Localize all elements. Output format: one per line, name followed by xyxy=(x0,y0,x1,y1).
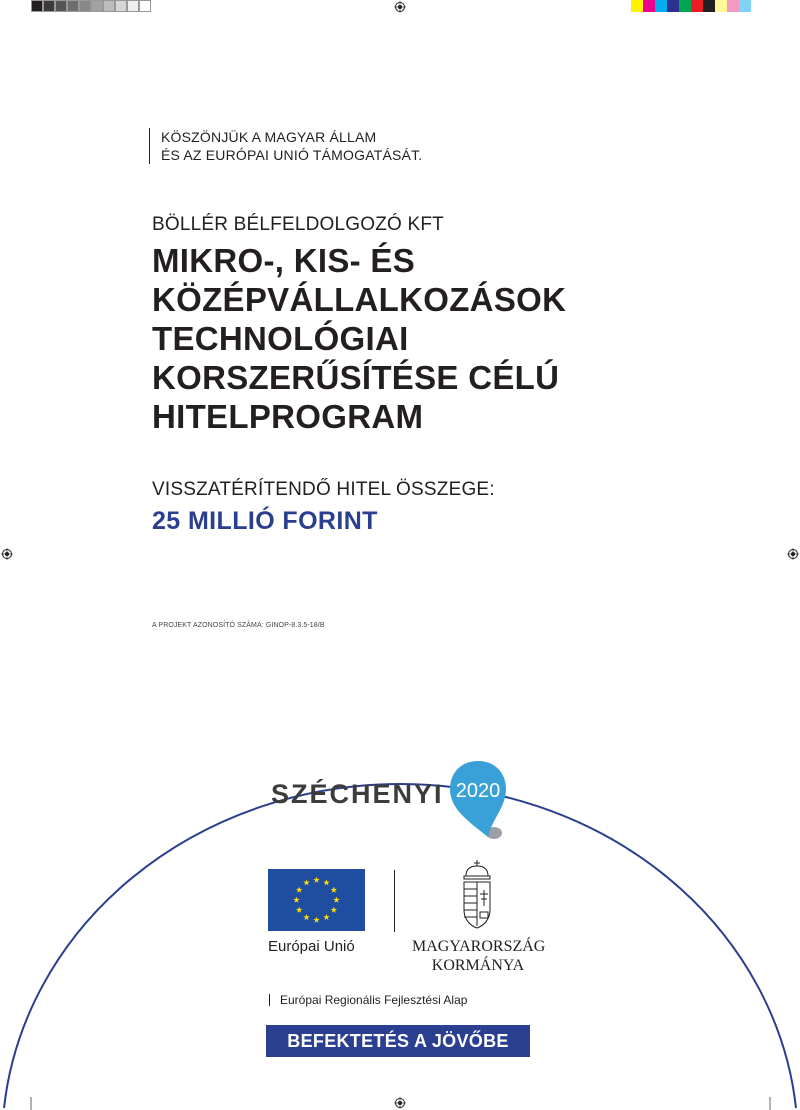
title-line: MIKRO-, KIS- ÉS xyxy=(152,242,416,279)
thanks-line-2: ÉS AZ EURÓPAI UNIÓ TÁMOGATÁSÁT. xyxy=(161,147,423,163)
government-line-2: KORMÁNYA xyxy=(431,957,525,974)
eu-flag-icon xyxy=(268,869,365,931)
szechenyi-wordmark: SZÉCHENYI xyxy=(271,779,444,809)
government-line-1: MAGYARORSZÁG xyxy=(412,938,546,955)
title-line: KÖZÉPVÁLLALKOZÁSOK xyxy=(152,281,567,318)
thanks-statement xyxy=(149,128,422,164)
title-line: HITELPROGRAM xyxy=(152,398,424,435)
hungarian-coat-of-arms-icon xyxy=(459,858,495,932)
title-line: KORSZERŰSÍTÉSE CÉLÚ xyxy=(152,359,560,396)
invest-banner: BEFEKTETÉS A JÖVŐBE xyxy=(266,1025,530,1057)
fund-name: Európai Regionális Fejlesztési Alap xyxy=(269,994,467,1006)
loan-amount: 25 MILLIÓ FORINT xyxy=(152,507,378,535)
logo-divider xyxy=(394,870,395,932)
company-name: BÖLLÉR BÉLFELDOLGOZÓ KFT xyxy=(152,214,444,235)
thanks-line-1: KÖSZÖNJÜK A MAGYAR ÁLLAM xyxy=(161,129,377,145)
government-label xyxy=(412,937,544,975)
program-title xyxy=(152,241,566,436)
szechenyi-year: 2020 xyxy=(455,780,501,802)
szechenyi-2020-pin-logo xyxy=(446,757,510,847)
project-id: A PROJEKT AZONOSÍTÓ SZÁMA: GINOP-8.3.5-18/B xyxy=(152,622,325,629)
title-line: TECHNOLÓGIAI xyxy=(152,320,409,357)
loan-label: VISSZATÉRÍTENDŐ HITEL ÖSSZEGE: xyxy=(152,479,495,500)
eu-label: Európai Unió xyxy=(268,938,355,955)
